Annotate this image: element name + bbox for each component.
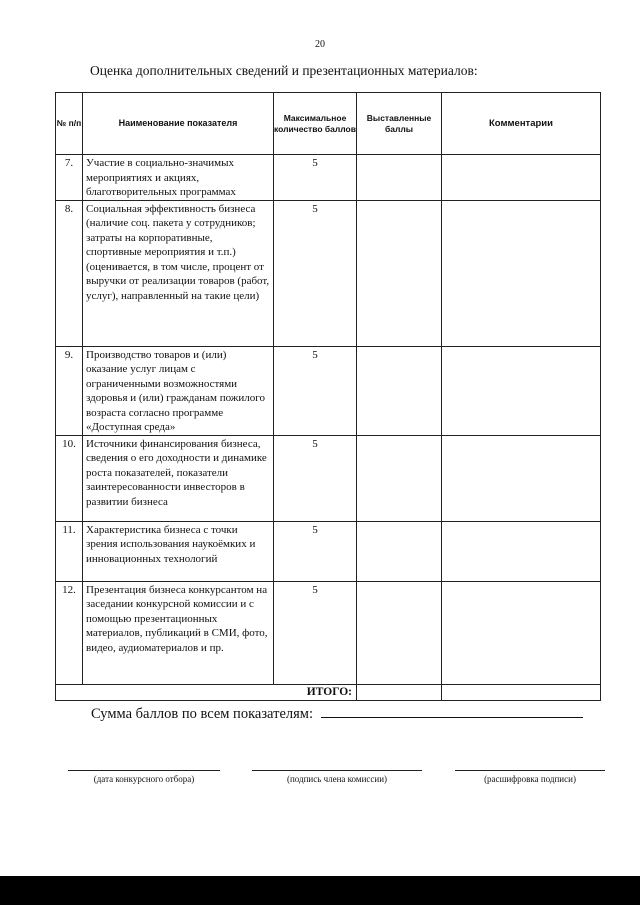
member-signature-caption: (подпись члена комиссии) xyxy=(286,774,388,784)
date-signature-line[interactable] xyxy=(68,770,220,771)
transcript-caption: (расшифровка подписи) xyxy=(484,774,576,784)
date-caption: (дата конкурсного отбора) xyxy=(93,774,195,784)
header-given-score: Выставленные баллы xyxy=(357,93,442,155)
header-max-score: Максимальное количество баллов xyxy=(274,93,357,155)
score-sum-label: Сумма баллов по всем показателям: xyxy=(91,706,314,722)
comment-cell[interactable] xyxy=(442,435,601,521)
score-sum-line xyxy=(91,704,583,723)
max-score: 5 xyxy=(274,435,357,521)
scan-border-bar xyxy=(0,876,640,905)
table-row xyxy=(56,155,601,201)
table-row xyxy=(56,435,601,521)
max-score: 5 xyxy=(274,346,357,435)
transcript-signature-line[interactable] xyxy=(455,770,605,771)
header-row xyxy=(56,93,601,155)
indicator-name: Участие в социально-значимых мероприятиях и акциях, благотворительных программах xyxy=(83,155,274,201)
total-row xyxy=(56,684,601,700)
comment-cell[interactable] xyxy=(442,200,601,346)
table-row xyxy=(56,346,601,435)
member-signature-line[interactable] xyxy=(252,770,422,771)
total-score-cell[interactable] xyxy=(357,684,442,700)
indicator-name: Характеристика бизнеса с точки зрения использования наукоёмких и инновационных технологий xyxy=(83,521,274,581)
row-number: 12. xyxy=(56,581,83,684)
header-comments: Комментарии xyxy=(442,93,601,155)
comment-cell[interactable] xyxy=(442,521,601,581)
max-score: 5 xyxy=(274,155,357,201)
total-label: ИТОГО: xyxy=(56,684,357,700)
comment-cell[interactable] xyxy=(442,346,601,435)
table-row xyxy=(56,521,601,581)
page-number: 20 xyxy=(315,39,325,50)
indicator-name: Презентация бизнеса конкурсантом на заседании конкурсной комиссии и с помощью презентационных материалов, публикаций в СМИ, фото, видео, аудиоматериалов и пр. xyxy=(83,581,274,684)
indicator-name: Социальная эффективность бизнеса (наличие соц. пакета у сотрудников; затраты на корпоративные, спортивные мероприятия и т.п.) (оценивается, в том числе, процент от выручки от реализации товаров (работ, услуг), направленный на такие цели) xyxy=(83,200,274,346)
header-number: № п/п xyxy=(56,93,83,155)
max-score: 5 xyxy=(274,521,357,581)
row-number: 10. xyxy=(56,435,83,521)
row-number: 7. xyxy=(56,155,83,201)
document-title: Оценка дополнительных сведений и презентационных материалов: xyxy=(90,63,478,78)
max-score: 5 xyxy=(274,581,357,684)
table-row xyxy=(56,200,601,346)
score-table xyxy=(55,92,601,701)
table-row xyxy=(56,581,601,684)
row-number: 8. xyxy=(56,200,83,346)
indicator-name: Источники финансирования бизнеса, сведения о его доходности и динамике роста показателей, показатели заинтересованности инвесторов в развитии бизнеса xyxy=(83,435,274,521)
comment-cell[interactable] xyxy=(442,155,601,201)
given-score-cell[interactable] xyxy=(357,581,442,684)
given-score-cell[interactable] xyxy=(357,435,442,521)
row-number: 11. xyxy=(56,521,83,581)
header-indicator-name: Наименование показателя xyxy=(83,93,274,155)
given-score-cell[interactable] xyxy=(357,155,442,201)
max-score: 5 xyxy=(274,200,357,346)
given-score-cell[interactable] xyxy=(357,200,442,346)
indicator-name: Производство товаров и (или) оказание услуг лицам с ограниченными возможностями здоровья и (или) гражданам пожилого возраста согласно программе «Доступная среда» xyxy=(83,346,274,435)
given-score-cell[interactable] xyxy=(357,346,442,435)
comment-cell[interactable] xyxy=(442,581,601,684)
total-comment-cell[interactable] xyxy=(442,684,601,700)
given-score-cell[interactable] xyxy=(357,521,442,581)
row-number: 9. xyxy=(56,346,83,435)
score-sum-blank[interactable] xyxy=(321,704,583,718)
